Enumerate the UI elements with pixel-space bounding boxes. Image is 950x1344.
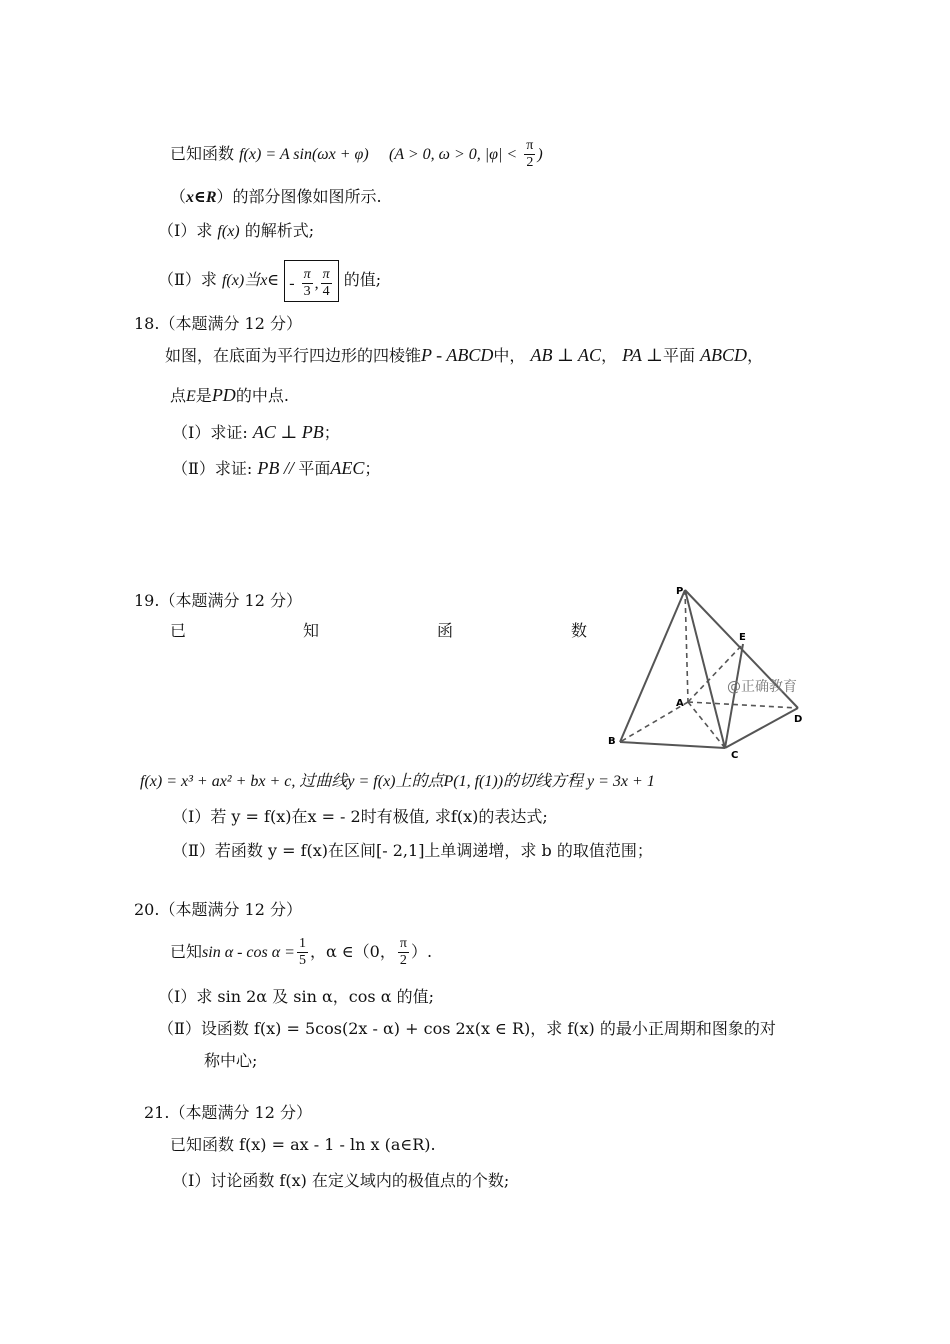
q18-comma: ， — [601, 346, 618, 365]
label-d: D — [794, 714, 803, 725]
q18-p2-aec: AEC — [330, 458, 365, 478]
q17-upper-bound — [321, 267, 332, 300]
q17-p1-label: （Ⅰ）求 — [158, 221, 213, 240]
q19-spread-3: 函 — [437, 621, 454, 640]
q18-p2-end: ； — [364, 459, 381, 478]
watermark: @正确教育 — [727, 679, 797, 695]
q18-line1-end: ， — [747, 346, 764, 365]
q20-equation: sin α - cos α = — [202, 944, 295, 961]
q17-part1 — [158, 220, 314, 243]
edge-ad — [688, 702, 798, 708]
q19-part2: （Ⅱ）若函数 y = f(x)在区间[- 2,1]上单调递增，求 b 的取值范围； — [172, 841, 653, 860]
q18-p1-end: ； — [323, 423, 340, 442]
q21-stem: 已知函数 f(x) = ax - 1 - ln x (a∈R). — [170, 1135, 436, 1154]
q18-dian: 点 — [170, 386, 187, 405]
edge-cd — [725, 708, 798, 748]
q20-part2-line2: 称中心; — [204, 1051, 258, 1070]
edge-pa — [685, 590, 688, 702]
q19-header: 19.（本题满分 12 分） — [134, 591, 302, 610]
q17-lo-den: 3 — [303, 283, 311, 299]
q17-p1-text: 的解析式; — [244, 221, 315, 240]
label-p: P — [676, 586, 684, 597]
pyramid-figure — [600, 580, 820, 760]
q20-part1: （Ⅰ）求 sin 2α 及 sin α，cos α 的值; — [158, 987, 434, 1006]
q17-intro — [170, 138, 543, 171]
q18-p2-label: （Ⅱ）求证: — [172, 459, 253, 478]
q20-stem — [170, 930, 432, 975]
q17-domain: x∈R — [186, 189, 217, 206]
q20-header: 20.（本题满分 12 分） — [134, 900, 302, 919]
q17-p2-func: f(x)当x∈ — [221, 272, 280, 289]
q17-lo-num: π — [303, 266, 311, 282]
q17-pi-over-2 — [524, 138, 535, 171]
q20-close: ）. — [410, 942, 433, 961]
q17-interval: - $\frac{\pi}{3}$ , $\frac{\pi}{4}$ — [284, 260, 338, 302]
q20-pi-over-2 — [398, 936, 409, 969]
q20-frac-num: 1 — [298, 936, 306, 951]
q19-spread-4: 数 — [571, 621, 588, 640]
q18-stem-line2 — [170, 384, 289, 408]
q20-yizhi: 已知 — [170, 942, 203, 961]
q18-p2-plane-word: 平面 — [298, 459, 331, 478]
q17-hi-den: 4 — [322, 283, 330, 299]
q17-pi-den: 2 — [526, 155, 534, 170]
q17-p2-text: 的值; — [343, 270, 382, 289]
label-b: B — [608, 736, 616, 747]
edge-pb — [620, 590, 685, 742]
q18-stem-text: 如图，在底面为平行四边形的四棱锥 — [165, 346, 422, 365]
q19-formula-line: f(x) = x³ + ax² + bx + c, 过曲线y = f(x)上的点P(1, f(1))的切线方程 y = 3x + 1 — [140, 773, 655, 790]
q18-pyramid: P - ABCD — [421, 345, 494, 365]
q18-p1-math: AC ⊥ PB — [252, 422, 324, 442]
q18-point-e: E — [186, 388, 196, 405]
q18-plane-word: 平面 — [662, 346, 695, 365]
q20-part2-line1: （Ⅱ）设函数 f(x) = 5cos(2x - α) + cos 2x(x ∈ R)，求 f(x) 的最小正周期和图象的对 — [158, 1019, 776, 1038]
q17-part2 — [158, 258, 381, 303]
q18-shi: 是 — [195, 386, 212, 405]
edge-bc — [620, 742, 725, 748]
q18-pa-perp: PA ⊥ — [622, 345, 663, 365]
q18-header: 18.（本题满分 12 分） — [134, 314, 302, 333]
q20-pi-num: π — [399, 936, 407, 951]
q17-p2-label: （Ⅱ）求 — [158, 270, 217, 289]
q17-lower-bound — [302, 267, 313, 300]
q20-frac-den: 5 — [298, 953, 306, 968]
q19-spread-2: 知 — [303, 621, 320, 640]
q18-abcd: ABCD — [700, 345, 748, 365]
q20-one-fifth — [297, 936, 308, 969]
label-c: C — [731, 750, 739, 760]
q18-part1 — [172, 421, 340, 444]
q18-zhong: 中， — [493, 346, 526, 365]
q19-part1: （Ⅰ）若 y = f(x)在x = - 2时有极值, 求f(x)的表达式; — [172, 807, 548, 826]
q17-domain-line: （x∈R）的部分图像如图所示. — [170, 187, 382, 206]
q17-p1-func: f(x) — [217, 223, 240, 240]
q18-p1-label: （Ⅰ）求证: — [172, 423, 248, 442]
label-a: A — [676, 698, 684, 709]
q18-stem-line1 — [165, 344, 763, 367]
label-e: E — [739, 632, 746, 643]
q21-part1: （Ⅰ）讨论函数 f(x) 在定义域内的极值点的个数; — [172, 1171, 510, 1190]
q18-p2-math: PB // — [257, 458, 299, 478]
q18-midpoint-text: 的中点. — [235, 386, 289, 405]
q19-spread-1: 已 — [170, 621, 187, 640]
q20-alpha-range: ，α ∈（0， — [309, 942, 396, 961]
q18-pd: PD — [211, 385, 236, 405]
q17-intro-prefix: 已知函数 — [170, 144, 235, 163]
q17-domain-text: 的部分图像如图所示. — [232, 187, 382, 206]
q21-header: 21.（本题满分 12 分） — [144, 1103, 312, 1122]
q18-ab-perp-ac: AB ⊥ AC — [530, 345, 602, 365]
q17-condition: (A > 0, ω > 0, |φ| < — [389, 146, 518, 163]
q17-hi-num: π — [322, 266, 330, 282]
q17-close: ) — [537, 146, 543, 163]
q18-part2 — [172, 457, 380, 480]
q17-formula: f(x) = A sin(ωx + φ) — [239, 146, 369, 163]
q17-pi-num: π — [526, 138, 534, 153]
q20-pi-den: 2 — [399, 953, 407, 968]
